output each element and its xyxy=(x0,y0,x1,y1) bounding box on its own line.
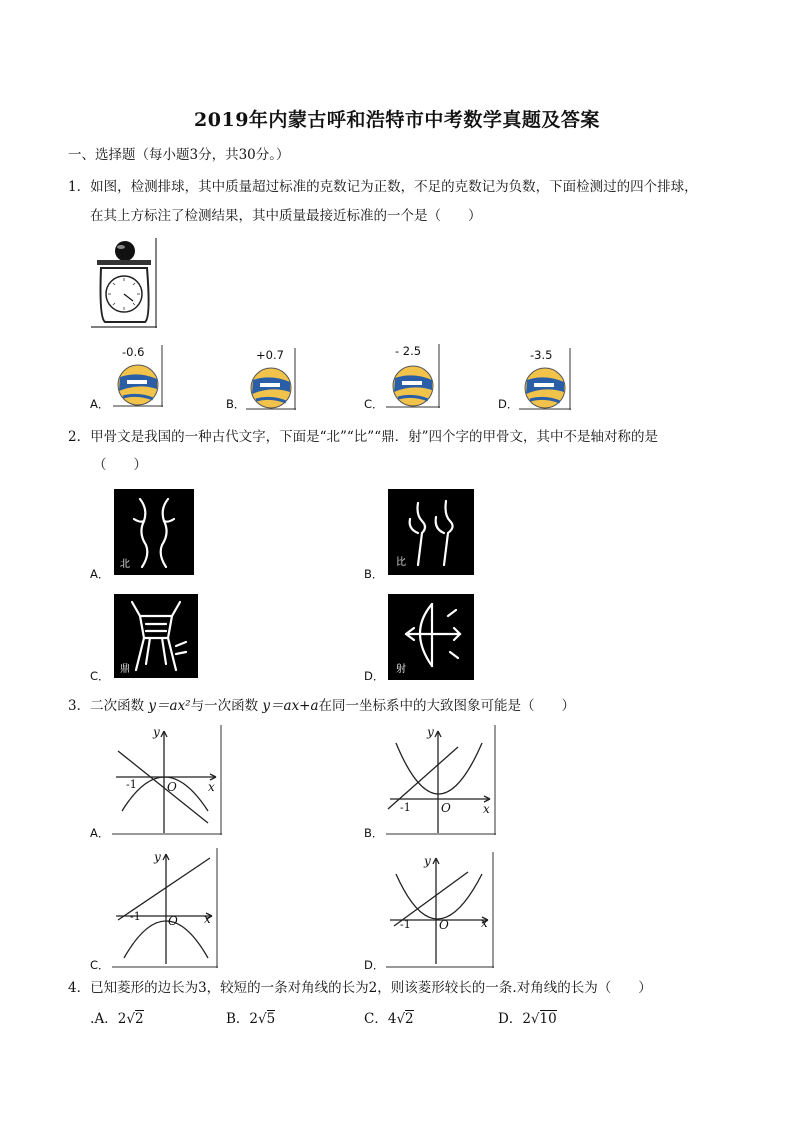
q2-option-c-label: C． xyxy=(90,669,110,683)
q4-option-d-label: D． xyxy=(498,1011,523,1027)
q4-option-b-rad: 5 xyxy=(266,1011,276,1027)
q2-stem-line1: 2．甲骨文是我国的一种古代文字，下面是“北”“比”“鼎．射”四个字的甲骨文，其中不是轴对称的是 xyxy=(68,429,658,445)
q3-a-axis-y: y xyxy=(153,725,160,739)
q3-a-axis-x: x xyxy=(208,780,215,794)
q3-stem xyxy=(68,697,575,715)
q3-d-axis-y: y xyxy=(424,854,431,868)
page-title: 2019年内蒙古呼和浩特市中考数学真题及答案 xyxy=(194,109,600,131)
q4-option-d[interactable] xyxy=(498,1010,557,1028)
q3-graph-c[interactable] xyxy=(112,848,218,968)
q3-stem-post: 在同一坐标系中的大致图象可能是（ ） xyxy=(318,698,576,714)
sqrt-icon: √ xyxy=(530,1011,540,1027)
q4-option-c-coef: 4 xyxy=(387,1011,397,1027)
q1-stem-line1: 1．如图，检测排球，其中质量超过标准的克数记为正数，不足的克数记为负数，下面检测过的四个排球， xyxy=(68,179,698,195)
sqrt-icon: √ xyxy=(258,1011,267,1027)
q1-option-a-value: -0.6 xyxy=(122,345,145,359)
q1-option-d-value: -3.5 xyxy=(530,348,553,362)
oracle-ding-image[interactable] xyxy=(114,594,198,678)
q3-option-b-label: B． xyxy=(364,826,384,840)
q4-option-d-rad: 10 xyxy=(539,1011,557,1027)
q1-option-c-value: - 2.5 xyxy=(395,344,422,358)
q3-d-origin: O xyxy=(439,918,449,932)
q3-a-tick: -1 xyxy=(126,778,137,791)
q3-stem-mid: 与一次函数 xyxy=(190,698,263,714)
q4-option-b-coef: 2 xyxy=(249,1011,259,1027)
sqrt-icon: √ xyxy=(126,1011,135,1027)
q3-graph-d[interactable] xyxy=(386,852,494,968)
q3-func-linear: y＝ax+a xyxy=(262,698,319,714)
q4-option-a-coef: 2 xyxy=(117,1011,127,1027)
q1-option-a-label: A． xyxy=(90,397,110,411)
q4-option-a-rad: 2 xyxy=(134,1011,144,1027)
q3-d-axis-x: x xyxy=(481,916,488,930)
sqrt-icon: √ xyxy=(396,1011,406,1027)
q4-option-b[interactable] xyxy=(226,1010,275,1028)
q3-c-axis-x: x xyxy=(204,912,211,926)
q3-graph-a[interactable] xyxy=(112,725,222,835)
oracle-bi-image[interactable] xyxy=(388,489,474,575)
section-header: 一、选择题（每小题3分，共30分。） xyxy=(68,147,290,163)
q2-option-b-label: B． xyxy=(364,567,384,581)
q3-func-quadratic: y＝ax² xyxy=(148,698,191,714)
q1-option-c-label: C． xyxy=(364,397,384,411)
q3-option-a-label: A． xyxy=(90,826,110,840)
q4-option-d-coef: 2 xyxy=(522,1011,531,1027)
q1-option-b-label: B． xyxy=(226,397,246,411)
q4-option-c[interactable] xyxy=(364,1010,414,1028)
q3-d-tick: -1 xyxy=(400,918,411,931)
q4-stem: 4．已知菱形的边长为3，较短的一条对角线的长为2，则该菱形较长的一条․对角线的长为（ ） xyxy=(68,980,652,996)
q3-c-origin: O xyxy=(168,914,178,928)
q3-option-c-label: C． xyxy=(90,958,110,972)
q4-option-c-rad: 2 xyxy=(405,1011,414,1027)
q3-a-origin: O xyxy=(167,780,177,794)
q4-option-b-label: B． xyxy=(226,1011,250,1027)
q3-c-tick: -1 xyxy=(130,910,141,923)
q2-option-a-label: A． xyxy=(90,567,110,581)
oracle-she-image[interactable] xyxy=(388,594,474,680)
scale-image xyxy=(91,238,157,328)
q3-option-d-label: D． xyxy=(364,958,385,972)
q2-stem-line2: （ ） xyxy=(93,457,147,473)
q4-option-c-label: C． xyxy=(364,1011,388,1027)
q4-option-a[interactable] xyxy=(90,1010,144,1028)
q3-stem-pre: 3．二次函数 xyxy=(68,698,149,714)
q4-option-a-label: ․A． xyxy=(90,1011,118,1027)
q3-b-axis-y: y xyxy=(427,725,434,739)
q3-b-origin: O xyxy=(441,801,451,815)
q3-graph-b[interactable] xyxy=(386,725,496,835)
q3-b-axis-x: x xyxy=(483,802,490,816)
q3-b-tick: -1 xyxy=(400,801,411,814)
q1-stem-line2: 在其上方标注了检测结果，其中质量最接近标准的一个是（ ） xyxy=(90,208,482,224)
oracle-bei-image[interactable] xyxy=(114,489,194,575)
oracle-bei-caption: 北 xyxy=(120,559,130,570)
q1-option-d-label: D． xyxy=(498,397,519,411)
oracle-ding-caption: 鼎 xyxy=(120,664,130,675)
q1-option-b-value: +0.7 xyxy=(256,348,284,362)
q3-c-axis-y: y xyxy=(154,850,161,864)
oracle-she-caption: 射 xyxy=(396,664,406,675)
q2-option-d-label: D． xyxy=(364,669,385,683)
oracle-bi-caption: 比 xyxy=(396,557,406,568)
